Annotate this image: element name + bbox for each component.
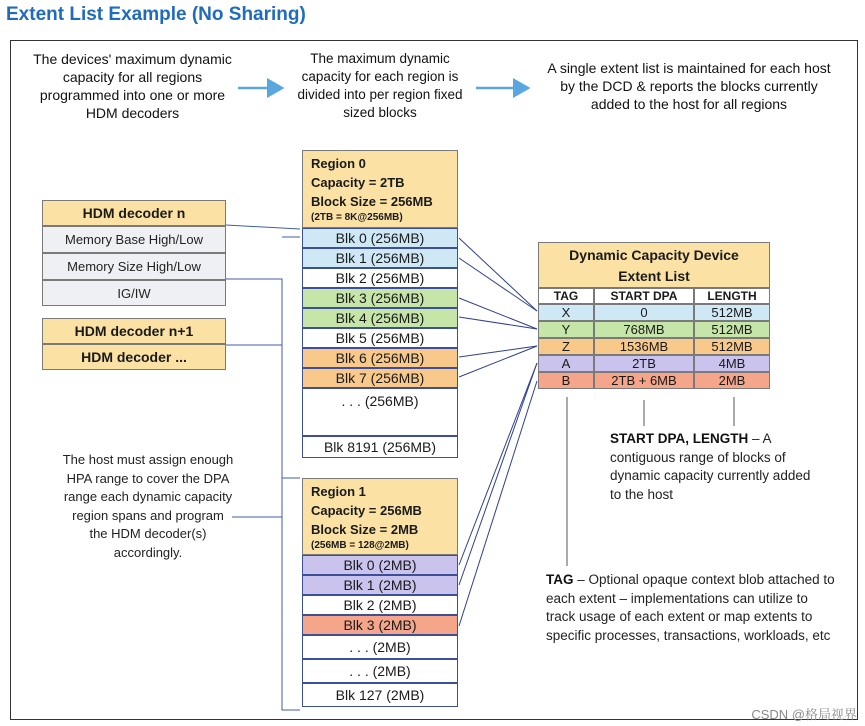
- region1-name: Region 1: [311, 484, 366, 499]
- note-single-list: A single extent list is maintained for each host by the DCD & reports the blocks currently added to the host for all regions: [547, 60, 831, 112]
- hdm-decoder-n1: HDM decoder n+1: [42, 318, 226, 344]
- extent-length: 4MB: [694, 355, 770, 372]
- region0-block-size: Block Size = 256MB: [311, 194, 433, 209]
- region1-detail: (256MB = 128@2MB): [311, 540, 409, 551]
- column-header-start-dpa: START DPA: [594, 288, 694, 304]
- extent-tag: Y: [538, 321, 594, 338]
- region0-name: Region 0: [311, 156, 366, 171]
- region0-block: Blk 4 (256MB): [302, 308, 458, 328]
- region0-block: Blk 0 (256MB): [302, 228, 458, 248]
- column-header-length: LENGTH: [694, 288, 770, 304]
- hdm-connector: [226, 279, 300, 710]
- extent-connector: [459, 346, 537, 377]
- region1-block: Blk 2 (2MB): [302, 595, 458, 615]
- watermark: CSDN @格局视界: [751, 707, 857, 722]
- region0-block: Blk 7 (256MB): [302, 368, 458, 388]
- extent-connector: [459, 363, 537, 585]
- extent-length: 512MB: [694, 338, 770, 355]
- extent-connector: [459, 317, 537, 329]
- extent-start: 2TB: [594, 355, 694, 372]
- dcd-title-line2: Extent List: [618, 268, 690, 284]
- extent-connector: [459, 346, 537, 357]
- region0-block: Blk 8191 (256MB): [302, 436, 458, 458]
- note-per-region: The maximum dynamic capacity for each region is divided into per region fixed sized blocks: [297, 51, 463, 120]
- extent-start: 2TB + 6MB: [594, 372, 694, 389]
- page-title: Extent List Example (No Sharing): [6, 4, 306, 25]
- region0-header: [302, 150, 458, 228]
- region1-block: Blk 1 (2MB): [302, 575, 458, 595]
- caption-tag: [546, 571, 836, 645]
- hdm-decoder-more: HDM decoder ...: [42, 344, 226, 370]
- region1-header: [302, 478, 458, 555]
- region1-block: . . . (2MB): [302, 659, 458, 683]
- region0-block: Blk 1 (256MB): [302, 248, 458, 268]
- region1-block: Blk 3 (2MB): [302, 615, 458, 635]
- hdm-row-memory-size: Memory Size High/Low: [42, 253, 226, 280]
- region0-block: Blk 3 (256MB): [302, 288, 458, 308]
- column-header-tag: TAG: [538, 288, 594, 304]
- region0-capacity: Capacity = 2TB: [311, 175, 405, 190]
- extent-tag: B: [538, 372, 594, 389]
- extent-tag: A: [538, 355, 594, 372]
- hdm-connector: [226, 225, 300, 229]
- extent-length: 512MB: [694, 304, 770, 321]
- extent-connector: [459, 238, 537, 311]
- region1-capacity: Capacity = 256MB: [311, 503, 422, 518]
- note-host-assign: The host must assign enough HPA range to cover the DPA range each dynamic capacity region spans and program the HDM decoder(s) accordingly.: [62, 452, 234, 560]
- hdm-row-memory-base: Memory Base High/Low: [42, 226, 226, 253]
- caption-start-dpa-length: [610, 430, 825, 504]
- region0-block: Blk 5 (256MB): [302, 328, 458, 348]
- note-capacity: The devices' maximum dynamic capacity for all regions programmed into one or more HDM decoders: [33, 51, 232, 121]
- hdm-decoder-n: HDM decoder n: [42, 200, 226, 226]
- extent-connector: [459, 363, 537, 565]
- region0-block: Blk 6 (256MB): [302, 348, 458, 368]
- region0-block: . . . (256MB): [302, 388, 458, 412]
- extent-length: 2MB: [694, 372, 770, 389]
- region1-block: Blk 127 (2MB): [302, 683, 458, 707]
- caption-tag-bold: TAG: [546, 572, 574, 587]
- region1-block-size: Block Size = 2MB: [311, 522, 419, 537]
- caption-start-bold: START DPA, LENGTH: [610, 431, 749, 446]
- region0-detail: (2TB = 8K@256MB): [311, 212, 403, 223]
- extent-start: 0: [594, 304, 694, 321]
- extent-start: 1536MB: [594, 338, 694, 355]
- dcd-title-line1: Dynamic Capacity Device: [569, 247, 739, 263]
- extent-tag: Z: [538, 338, 594, 355]
- region1-block: Blk 0 (2MB): [302, 555, 458, 575]
- caption-tag-text: – Optional opaque context blob attached to each extent – implementations can utilize to track usage of each extent or map extents to specific processes, transactions, workloads, etc: [546, 572, 835, 643]
- extent-start: 768MB: [594, 321, 694, 338]
- region0-block-spacer: [302, 412, 458, 436]
- hdm-row-ig-iw: IG/IW: [42, 280, 226, 306]
- extent-connector: [459, 381, 537, 626]
- dcd-extent-list-header: [538, 242, 770, 288]
- extent-tag: X: [538, 304, 594, 321]
- caption-start-text: – A contiguous range of blocks of dynamic capacity currently added to the host: [610, 431, 811, 502]
- region0-block: Blk 2 (256MB): [302, 268, 458, 288]
- region1-block: . . . (2MB): [302, 635, 458, 659]
- extent-length: 512MB: [694, 321, 770, 338]
